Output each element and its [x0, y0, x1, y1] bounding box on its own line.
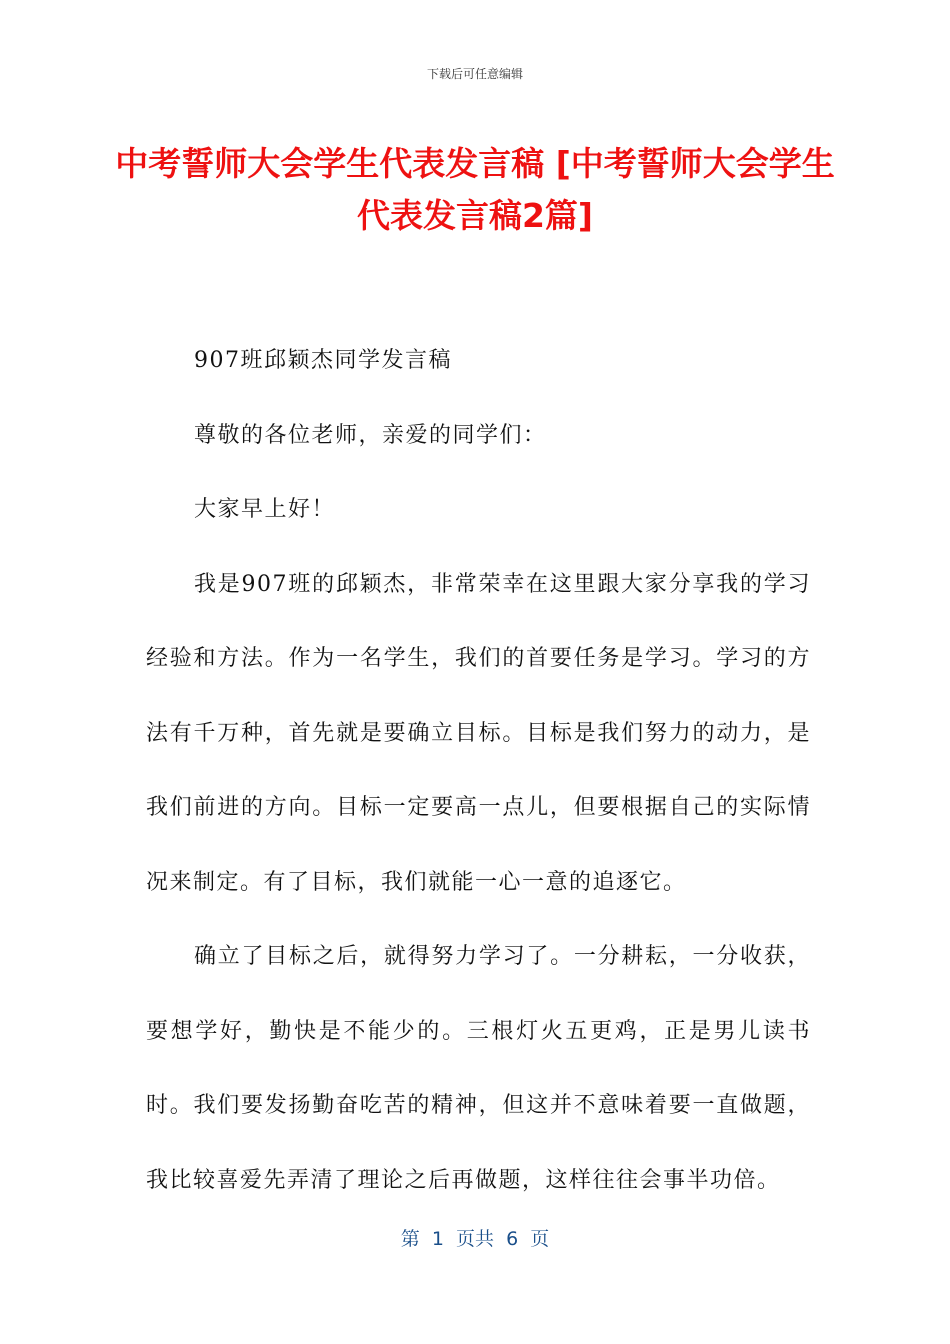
paragraph-introduction: 我是907班的邱颖杰，非常荣幸在这里跟大家分享我的学习经验和方法。作为一名学生，我们的首要任务是学习。学习的方法有千万种，首先就是要确立目标。目标是我们努力的动力，是我们前进的方向。目标一定要高一点儿，但要根据自己的实际情况来制定。有了目标，我们就能一心一意的追逐它。 — [146, 571, 811, 895]
document-title: 中考誓师大会学生代表发言稿 [中考誓师大会学生代表发言稿2篇] — [115, 144, 835, 235]
document-body — [146, 324, 811, 1218]
page-footer — [0, 1226, 950, 1252]
page-number-label: 第 1 页共 6 页 — [400, 1228, 550, 1250]
header-note: 下载后可任意编辑 — [426, 67, 523, 81]
paragraph-greeting: 大家早上好！ — [194, 497, 336, 522]
paragraph-speech-heading: 907班邱颖杰同学发言稿 — [194, 348, 452, 373]
paragraph-study-effort: 确立了目标之后，就得努力学习了。一分耕耘，一分收获，要想学好，勤快是不能少的。三根灯火五更鸡，正是男儿读书时。我们要发扬勤奋吃苦的精神，但这并不意味着要一直做题，我比较喜爱先弄清了理论之后再做题，这样往往会事半功倍。 — [146, 944, 811, 1193]
paragraph-salutation: 尊敬的各位老师，亲爱的同学们： — [194, 422, 547, 448]
